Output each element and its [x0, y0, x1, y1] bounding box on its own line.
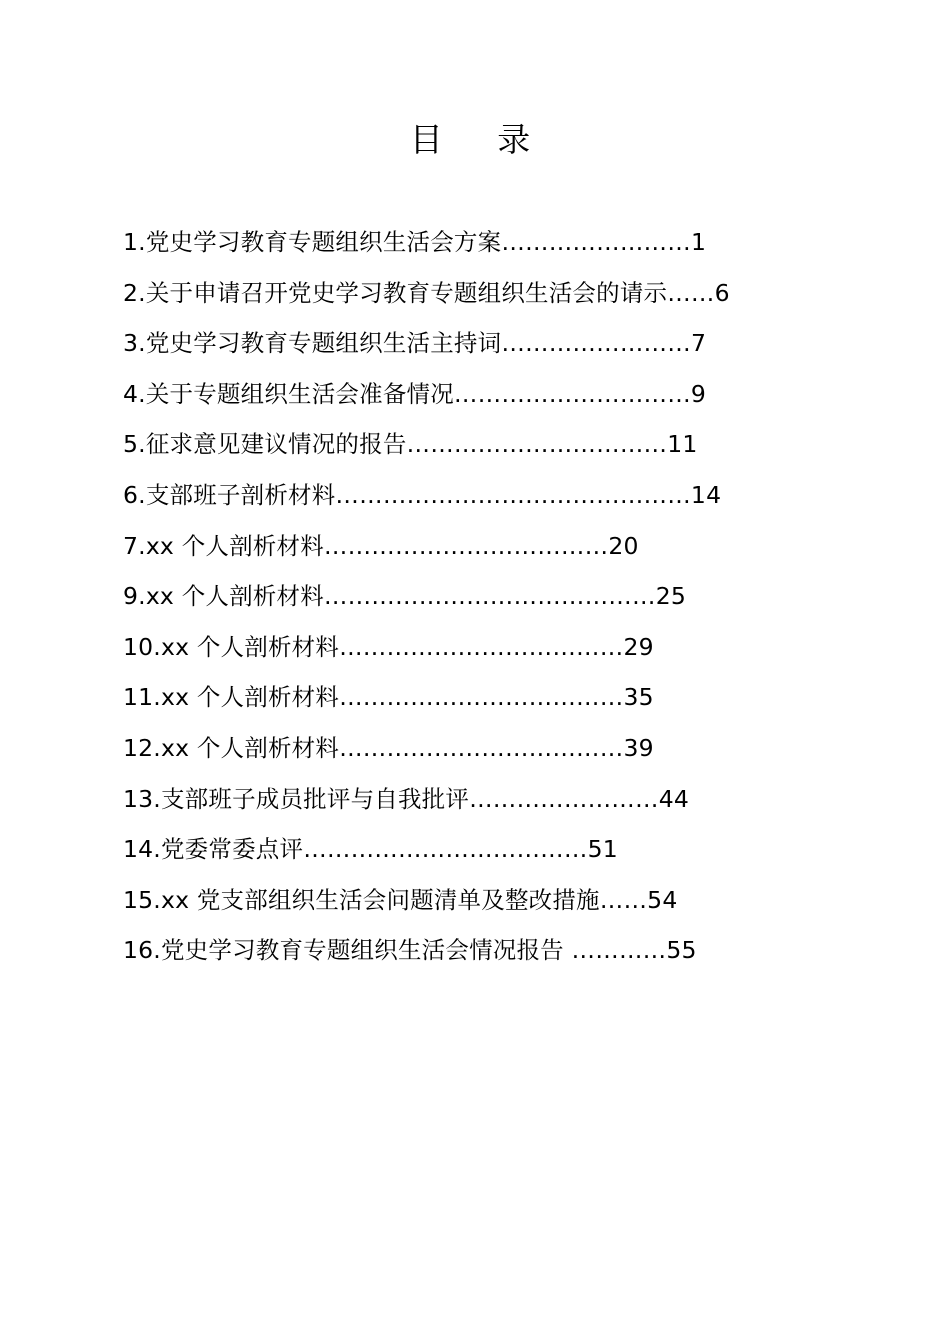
toc-entry	[123, 830, 730, 881]
toc-entry-leader: ………………………………	[339, 683, 624, 712]
toc-entry	[123, 931, 730, 982]
toc-entry-label: 12.xx 个人剖析材料	[123, 733, 340, 762]
toc-entry-page: 25	[655, 582, 687, 611]
toc-entry	[123, 729, 730, 780]
toc-entry	[123, 274, 730, 325]
toc-entry-page: 14	[690, 480, 722, 509]
toc-entry-page: 9	[690, 379, 707, 408]
toc-entry	[123, 678, 730, 729]
toc-entry-label: 6.支部班子剖析材料	[123, 480, 336, 509]
toc-entry-leader: ………………………………………	[335, 480, 691, 509]
toc-entry-page: 1	[690, 228, 707, 256]
toc-title: 目 录	[409, 120, 553, 159]
toc-entry-leader: ……	[667, 278, 715, 307]
toc-entry-leader: ………………………………	[339, 632, 624, 661]
toc-entry	[123, 425, 730, 476]
toc-entry-page: 55	[666, 936, 697, 965]
toc-entry-leader: …………	[571, 936, 667, 965]
toc-entry-page: 20	[608, 531, 639, 560]
toc-entry-label: 4.关于专题组织生活会准备情况	[123, 379, 454, 408]
toc-entry-page: 7	[690, 329, 707, 358]
toc-list	[123, 223, 730, 982]
toc-entry	[123, 476, 730, 527]
toc-entry-leader: ……………………………	[406, 430, 668, 459]
toc-entry-label: 9.xx 个人剖析材料	[123, 582, 324, 611]
toc-entry-leader: ……………………	[501, 329, 691, 358]
toc-entry-label: 2.关于申请召开党史学习教育专题组织生活会的请示	[123, 278, 668, 307]
toc-entry-page: 54	[647, 885, 678, 914]
toc-entry-leader: ……………………	[469, 784, 659, 813]
toc-entry	[123, 527, 730, 578]
toc-entry-page: 39	[623, 733, 654, 762]
toc-entry-page: 51	[587, 835, 618, 864]
toc-entry	[123, 375, 730, 426]
toc-entry-leader: …………………………	[453, 379, 691, 408]
toc-entry	[123, 577, 730, 628]
toc-entry-label: 14.党委常委点评	[123, 835, 304, 864]
toc-entry-leader: ………………………………	[323, 531, 609, 560]
toc-entry-page: 6	[714, 278, 730, 307]
toc-entry-leader: ………………………………	[303, 835, 588, 864]
toc-entry	[123, 881, 730, 932]
toc-entry	[123, 628, 730, 679]
toc-entry-label: 7.xx 个人剖析材料	[123, 531, 324, 560]
toc-entry	[123, 324, 730, 375]
toc-entry-label: 15.xx 党支部组织生活会问题清单及整改措施	[123, 885, 600, 914]
toc-entry-label: 1.党史学习教育专题组织生活会方案	[123, 228, 502, 256]
toc-entry	[123, 780, 730, 831]
toc-entry-page: 11	[667, 430, 698, 459]
toc-entry-label: 5.征求意见建议情况的报告	[123, 430, 407, 459]
toc-entry-label: 11.xx 个人剖析材料	[123, 683, 340, 712]
toc-entry	[123, 223, 730, 274]
toc-entry-label: 13.支部班子成员批评与自我批评	[123, 784, 470, 813]
toc-entry-label: 10.xx 个人剖析材料	[123, 632, 340, 661]
toc-entry-page: 29	[623, 632, 654, 661]
toc-entry-leader: ……………………	[501, 228, 691, 256]
toc-entry-label: 16.党史学习教育专题组织生活会情况报告	[123, 936, 572, 965]
toc-entry-page: 44	[658, 784, 689, 813]
toc-entry-label: 3.党史学习教育专题组织生活主持词	[123, 329, 502, 358]
toc-entry-leader: ……………………………………	[323, 582, 656, 611]
toc-entry-leader: ……	[599, 885, 648, 914]
toc-entry-page: 35	[623, 683, 654, 712]
toc-entry-leader: ………………………………	[339, 733, 624, 762]
